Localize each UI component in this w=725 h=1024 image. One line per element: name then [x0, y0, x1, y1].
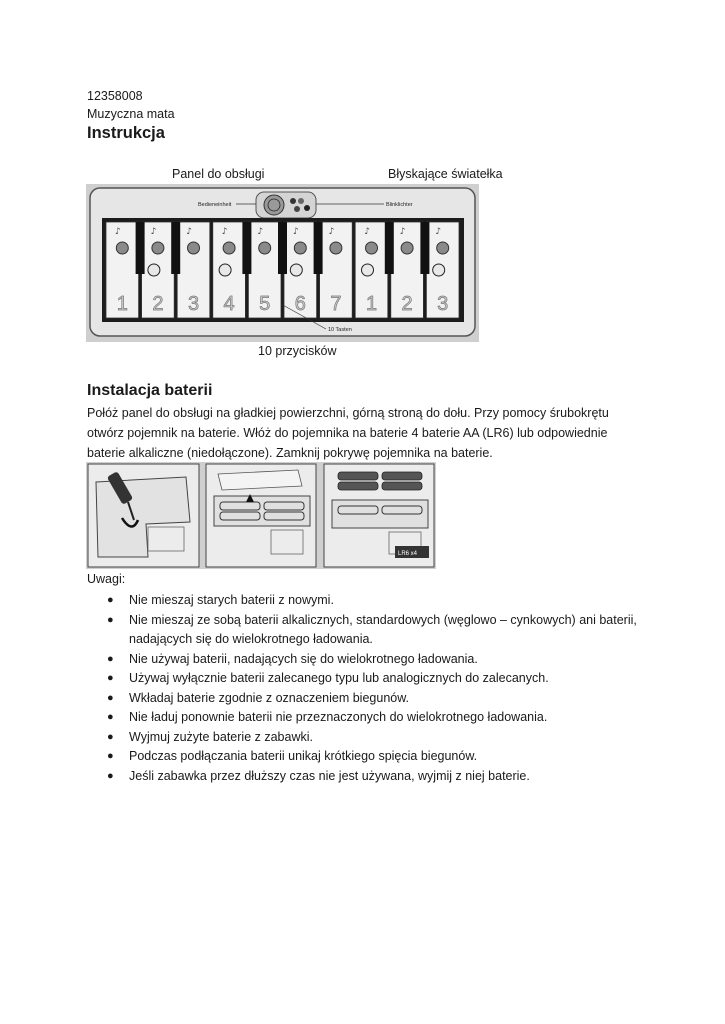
bullet-icon: ● [107, 672, 114, 684]
note-item [87, 708, 667, 728]
note-text: Używaj wyłącznie baterii zalecanego typu lub analogicznych do zalecanych. [129, 671, 549, 685]
child-figure-icon [219, 264, 231, 276]
paragraph-line: baterie alkaliczne (niedołączone). Zamknij pokrywę pojemnika na baterie. [87, 446, 493, 460]
key-number: 3 [437, 293, 449, 315]
music-note-icon: ♪ [150, 227, 157, 237]
notes-list [87, 591, 667, 786]
child-figure-icon [433, 264, 445, 276]
black-key [278, 222, 287, 274]
note-text: Wkładaj baterie zgodnie z oznaczeniem biegunów. [129, 690, 410, 705]
caption-control-panel: Panel do obsługi [172, 167, 265, 181]
label-panel: Bedieneinheit [198, 202, 232, 208]
light-icon [366, 242, 378, 254]
label-keys: 10 Tasten [328, 327, 352, 333]
child-figure-icon [362, 264, 374, 276]
light-icon [437, 242, 449, 254]
note-item [87, 767, 667, 787]
battery-steps-illustration [86, 462, 436, 569]
note-item [87, 747, 667, 767]
battery-type-label: LR6 x4 [398, 551, 418, 557]
battery-instructions [87, 403, 647, 463]
black-key [420, 222, 429, 274]
music-note-icon: ♪ [115, 227, 121, 237]
product-name: Muzyczna mata [87, 107, 175, 121]
key-number: 2 [152, 293, 164, 315]
section-heading-battery: Instalacja baterii [87, 382, 213, 399]
key-number: 7 [330, 293, 342, 315]
paragraph-line: otwórz pojemnik na baterie. Włóż do pojemnika na baterie 4 baterie AA (LR6) lub odpowiednie [87, 426, 608, 440]
note-text: Nie używaj baterii, nadających się do wielokrotnego ładowania. [129, 651, 478, 666]
black-key [171, 222, 180, 274]
note-item [87, 650, 667, 670]
notes-label: Uwagi: [87, 572, 126, 586]
bullet-icon: ● [107, 730, 114, 743]
note-text: Nie mieszaj ze sobą baterii alkalicznych, standardowych (węglowo – cynkowych) ani baterii, [129, 612, 637, 627]
note-item [87, 689, 667, 709]
music-note-icon: ♪ [293, 227, 299, 237]
key-number: 1 [116, 293, 128, 315]
light-icon [188, 242, 200, 254]
music-note-icon: ♪ [328, 227, 335, 237]
note-text: Podczas podłączania baterii unikaj krótkiego spięcia biegunów. [129, 749, 478, 763]
bullet-icon: ● [107, 594, 114, 606]
light-icon [294, 242, 306, 254]
music-note-icon: ♪ [364, 227, 370, 237]
note-text: Jeśli zabawka przez dłuższy czas nie jest używana, wyjmij z niej baterie. [129, 768, 530, 783]
note-text: Nie ładuj ponownie baterii nie przeznaczonych do wielokrotnego ładowania. [129, 710, 548, 724]
page-title: Instrukcja [87, 124, 165, 142]
key-number: 6 [294, 293, 306, 315]
black-key [385, 222, 394, 274]
black-key [136, 222, 145, 274]
speaker-icon [264, 195, 284, 215]
key-number: 1 [365, 293, 378, 315]
light-icon [259, 242, 271, 254]
document-code: 12358008 [87, 89, 143, 103]
bullet-icon: ● [107, 711, 114, 723]
music-note-icon: ♪ [257, 227, 264, 237]
bullet-icon: ● [107, 691, 114, 704]
key-number: 3 [187, 293, 200, 315]
black-key [242, 222, 251, 274]
music-note-icon: ♪ [399, 227, 406, 237]
note-item [87, 669, 667, 689]
child-figure-icon [148, 264, 160, 276]
music-note-icon: ♪ [435, 227, 442, 237]
light-icon [401, 242, 413, 254]
child-figure-icon [290, 264, 302, 276]
light-icon [330, 242, 342, 254]
note-text: Wyjmuj zużyte baterie z zabawki. [129, 729, 313, 744]
music-note-icon: ♪ [186, 227, 192, 237]
mat-illustration [86, 184, 479, 342]
light-icon [152, 242, 164, 254]
bullet-icon: ● [107, 652, 114, 665]
light-icon [116, 242, 128, 254]
note-item [87, 611, 667, 650]
music-note-icon: ♪ [221, 227, 228, 237]
caption-ten-buttons: 10 przycisków [258, 344, 337, 358]
label-lights: Blinklichter [386, 202, 413, 208]
key-number: 4 [223, 293, 235, 315]
bullet-icon: ● [107, 750, 114, 762]
key-number: 2 [401, 293, 413, 315]
note-item [87, 591, 667, 611]
paragraph-line: Połóż panel do obsługi na gładkiej powierzchni, górną stroną do dołu. Przy pomocy śrubokrętu [87, 406, 609, 420]
note-text: nadających się do wielokrotnego ładowania. [129, 632, 373, 646]
note-text: Nie mieszaj starych baterii z nowymi. [129, 593, 334, 607]
light-icon [223, 242, 235, 254]
bullet-icon: ● [107, 613, 114, 626]
key-number: 5 [259, 293, 271, 315]
note-item [87, 728, 667, 748]
bullet-icon: ● [107, 769, 114, 782]
black-key [314, 222, 323, 274]
caption-flashing-lights: Błyskające światełka [388, 167, 503, 181]
